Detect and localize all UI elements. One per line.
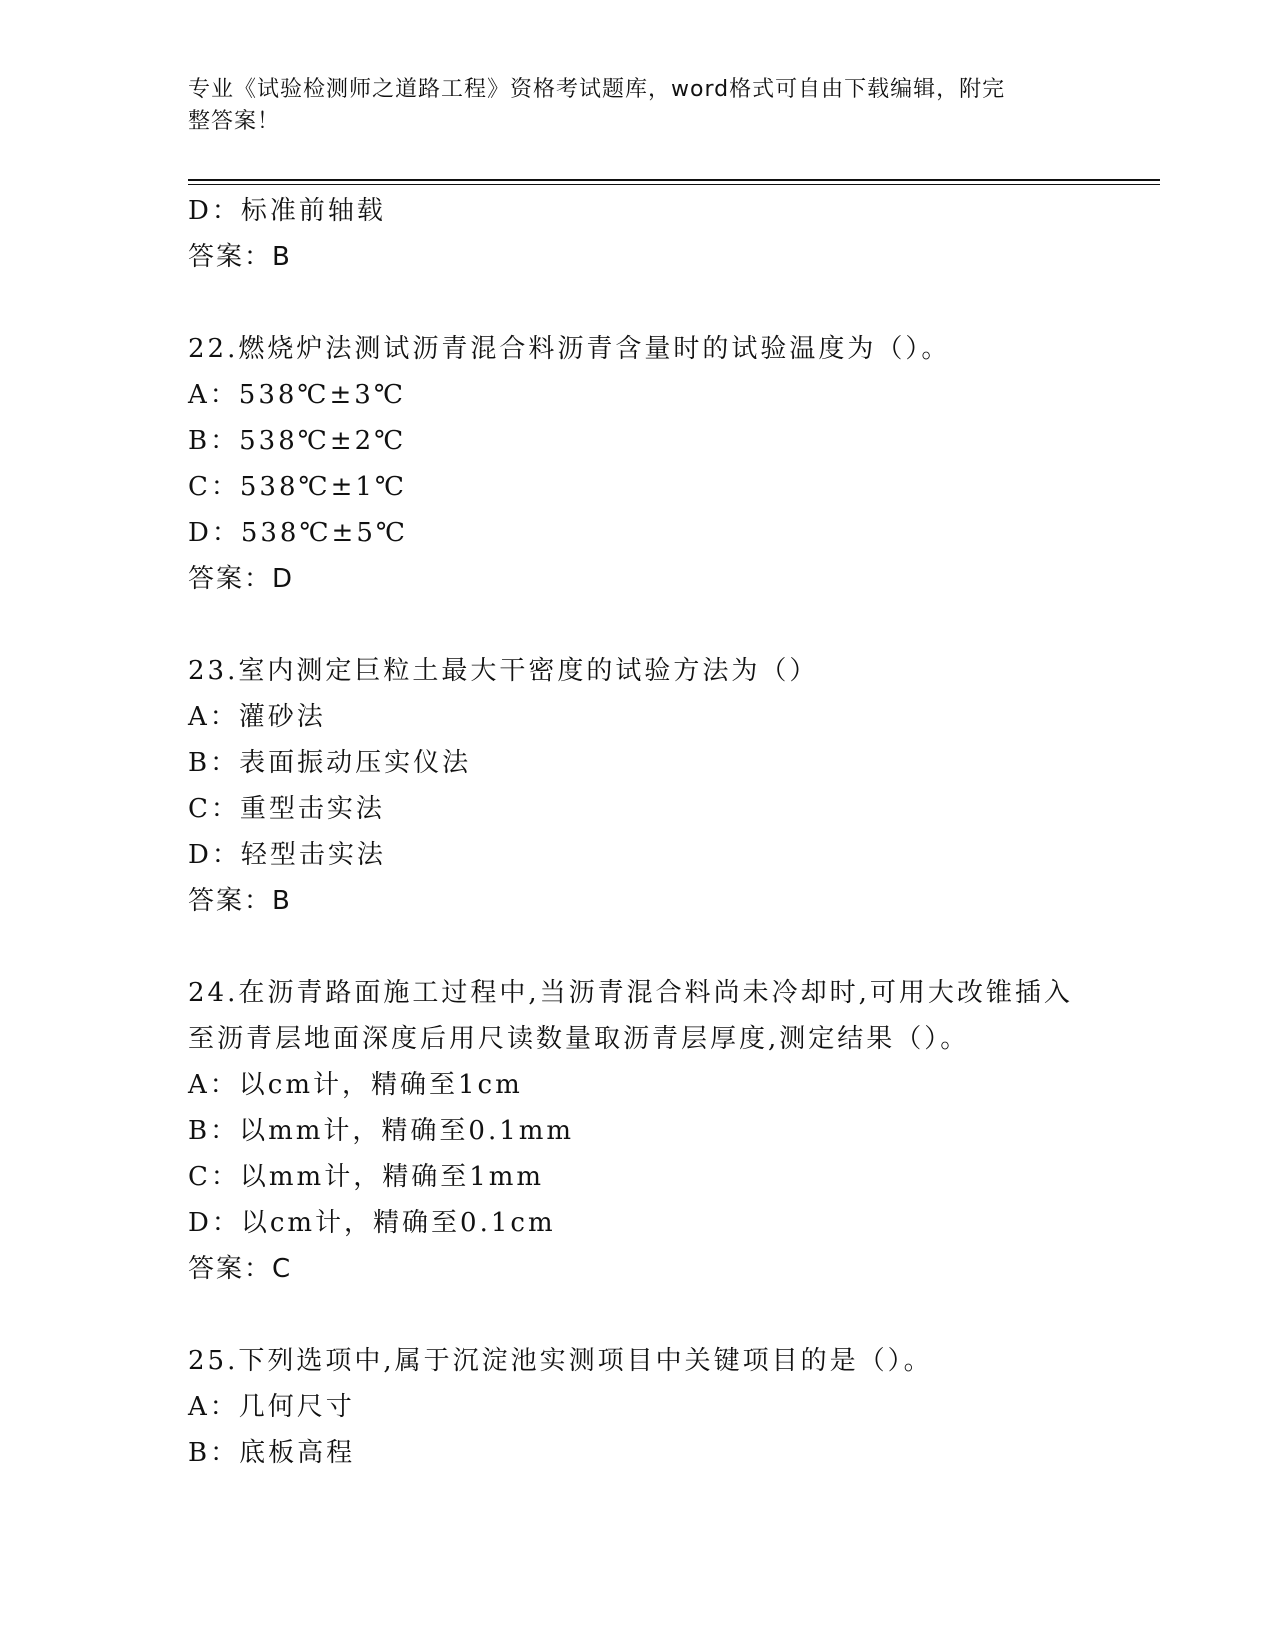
question-25-option-b: B：底板高程 — [188, 1438, 356, 1468]
question-22-option-a: A：538℃±3℃ — [188, 380, 406, 410]
question-25-text: 25.下列选项中,属于沉淀池实测项目中关键项目的是（）。 — [188, 1346, 933, 1376]
question-23-option-b: B：表面振动压实仪法 — [188, 748, 472, 778]
question-22-option-b: B：538℃±2℃ — [188, 426, 407, 456]
header-rule-thick — [188, 179, 1160, 181]
header-rule-thin — [188, 184, 1160, 185]
question-24-text-line-2: 至沥青层地面深度后用尺读数量取沥青层厚度,测定结果（）。 — [188, 1024, 970, 1054]
question-23-option-c: C：重型击实法 — [188, 794, 385, 824]
question-content — [188, 188, 1088, 1476]
question-23-option-d: D：轻型击实法 — [188, 840, 386, 870]
question-24-option-d: D：以cm计，精确至0.1cm — [188, 1208, 556, 1238]
question-23-text: 23.室内测定巨粒土最大干密度的试验方法为（） — [188, 656, 819, 686]
question-25-option-a: A：几何尺寸 — [188, 1392, 355, 1422]
question-gap — [188, 1292, 1088, 1338]
header-line-1: 专业《试验检测师之道路工程》资格考试题库，word格式可自由下载编辑，附完 — [188, 77, 1006, 102]
question-24-option-c: C：以mm计，精确至1mm — [188, 1162, 545, 1192]
question-23-option-a: A：灌砂法 — [188, 702, 326, 732]
question-22-answer: 答案：D — [188, 564, 295, 594]
question-22-option-c: C：538℃±1℃ — [188, 472, 408, 502]
header-line-2: 整答案！ — [188, 109, 281, 134]
question-24-option-b: B：以mm计，精确至0.1mm — [188, 1116, 575, 1146]
question-24-answer: 答案：C — [188, 1254, 293, 1284]
page-header — [188, 74, 1068, 138]
question-gap — [188, 280, 1088, 326]
question-22-option-d: D：538℃±5℃ — [188, 518, 408, 548]
question-gap — [188, 602, 1088, 648]
question-23-answer: 答案：B — [188, 886, 292, 916]
question-gap — [188, 924, 1088, 970]
question-22-text: 22.燃烧炉法测试沥青混合料沥青含量时的试验温度为（）。 — [188, 334, 951, 364]
question-24-option-a: A：以cm计，精确至1cm — [188, 1070, 523, 1100]
answer-line: 答案：B — [188, 242, 292, 272]
question-24-text-line-1: 24.在沥青路面施工过程中,当沥青混合料尚未冷却时,可用大改锥插入 — [188, 978, 1073, 1008]
option-d: D：标准前轴载 — [188, 196, 386, 226]
